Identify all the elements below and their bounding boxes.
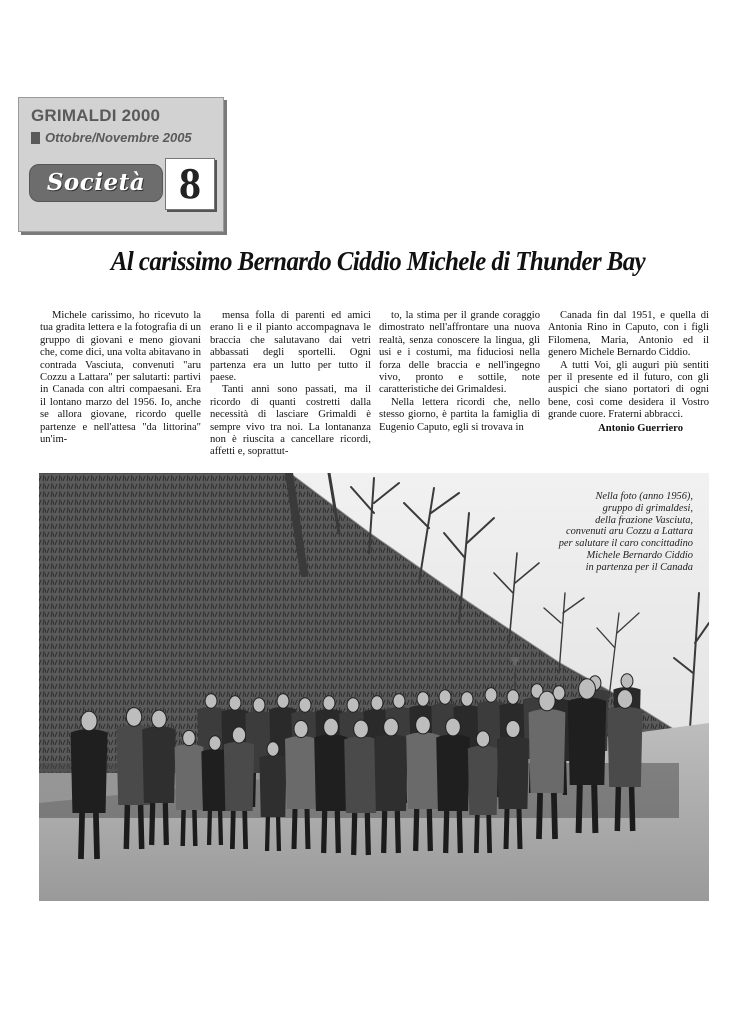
caption-line: in partenza per il Canada [585,561,693,573]
caption-line: per salutare il caro concittadino [558,538,693,550]
publication-title: GRIMALDI 2000 [31,106,161,125]
caption-line: della frazione Vasciuta, [595,514,693,526]
article-column-3 [379,310,540,434]
caption-line: Nella foto (anno 1956), [595,491,693,502]
date-marker [31,132,40,144]
issue-date: Ottobre/Novembre 2005 [45,130,192,145]
paragraph: Michele carissimo, ho ricevuto la tua gradita lettera e la fotografia di un gruppo di giovani e meno giovani che, come dici, una volta abitavano in contrada Vasciuta, convenuti "aru Cozzu a Lattara" per salutarti: partivi in Canada con altri compaesani. Era il lontano marzo del 1956. Io, anche se allora giovane, ricordo quelle partenze e nell'attesa "da littorina" un'im- [40,310,201,446]
article-headline: Al carissimo Bernardo Ciddio Michele di Thunder Bay [110,246,646,276]
group-photo [39,473,709,901]
paragraph: mensa folla di parenti ed amici erano lì e il pianto accompagnava le braccia che salutavano dai vetri abbassati degli sportelli. Ogni partenza era un lutto per tutto il paese. [210,310,371,384]
paragraph: to, la stima per il grande coraggio dimostrato nell'affrontare una nuova realtà, senza conoscere la lingua, gli usi e i costumi, ma fiduciosi nella forza delle braccia e nell'ingegno vivo, pronto e sottile, note caratteristiche dei Grimaldesi. [379,310,540,396]
article-column-2 [210,310,371,459]
masthead [18,97,224,232]
paragraph: A tutti Voi, gli auguri più sentiti per il presente ed il futuro, con gli auspici che siano portatori di ogni bene, così come desidera il Vostro grande cuore. Fraterni abbracci. [548,359,709,421]
caption-line: convenuti aru Cozzu a Lattara [565,526,693,538]
author-signature: Antonio Guerriero [598,422,683,434]
page-number: 8 [165,158,215,210]
caption-line: gruppo di grimaldesi, [602,502,693,514]
paragraph: Tanti anni sono passati, ma il ricordo di quanti costretti dalla necessità di lasciare Grimaldi è sempre vivo tra noi. La lontananza non è riuscita a cancellare ricordi, affetti e, soprattut- [210,384,371,458]
paragraph: Nella lettera ricordi che, nello stesso giorno, è partita la famiglia di Eugenio Caputo, egli si trovava in [379,396,540,433]
article-column-1 [40,310,201,446]
article-column-4 [548,310,709,435]
paragraph: Canada fin dal 1951, e quella di Antonia Rino in Caputo, con i figli Filomena, Maria, Antonio ed il genero Michele Bernardo Ciddio. [548,310,709,359]
caption-line: Michele Bernardo Ciddio [586,549,693,561]
photo-caption [503,491,693,574]
section-badge: Società [29,164,163,202]
